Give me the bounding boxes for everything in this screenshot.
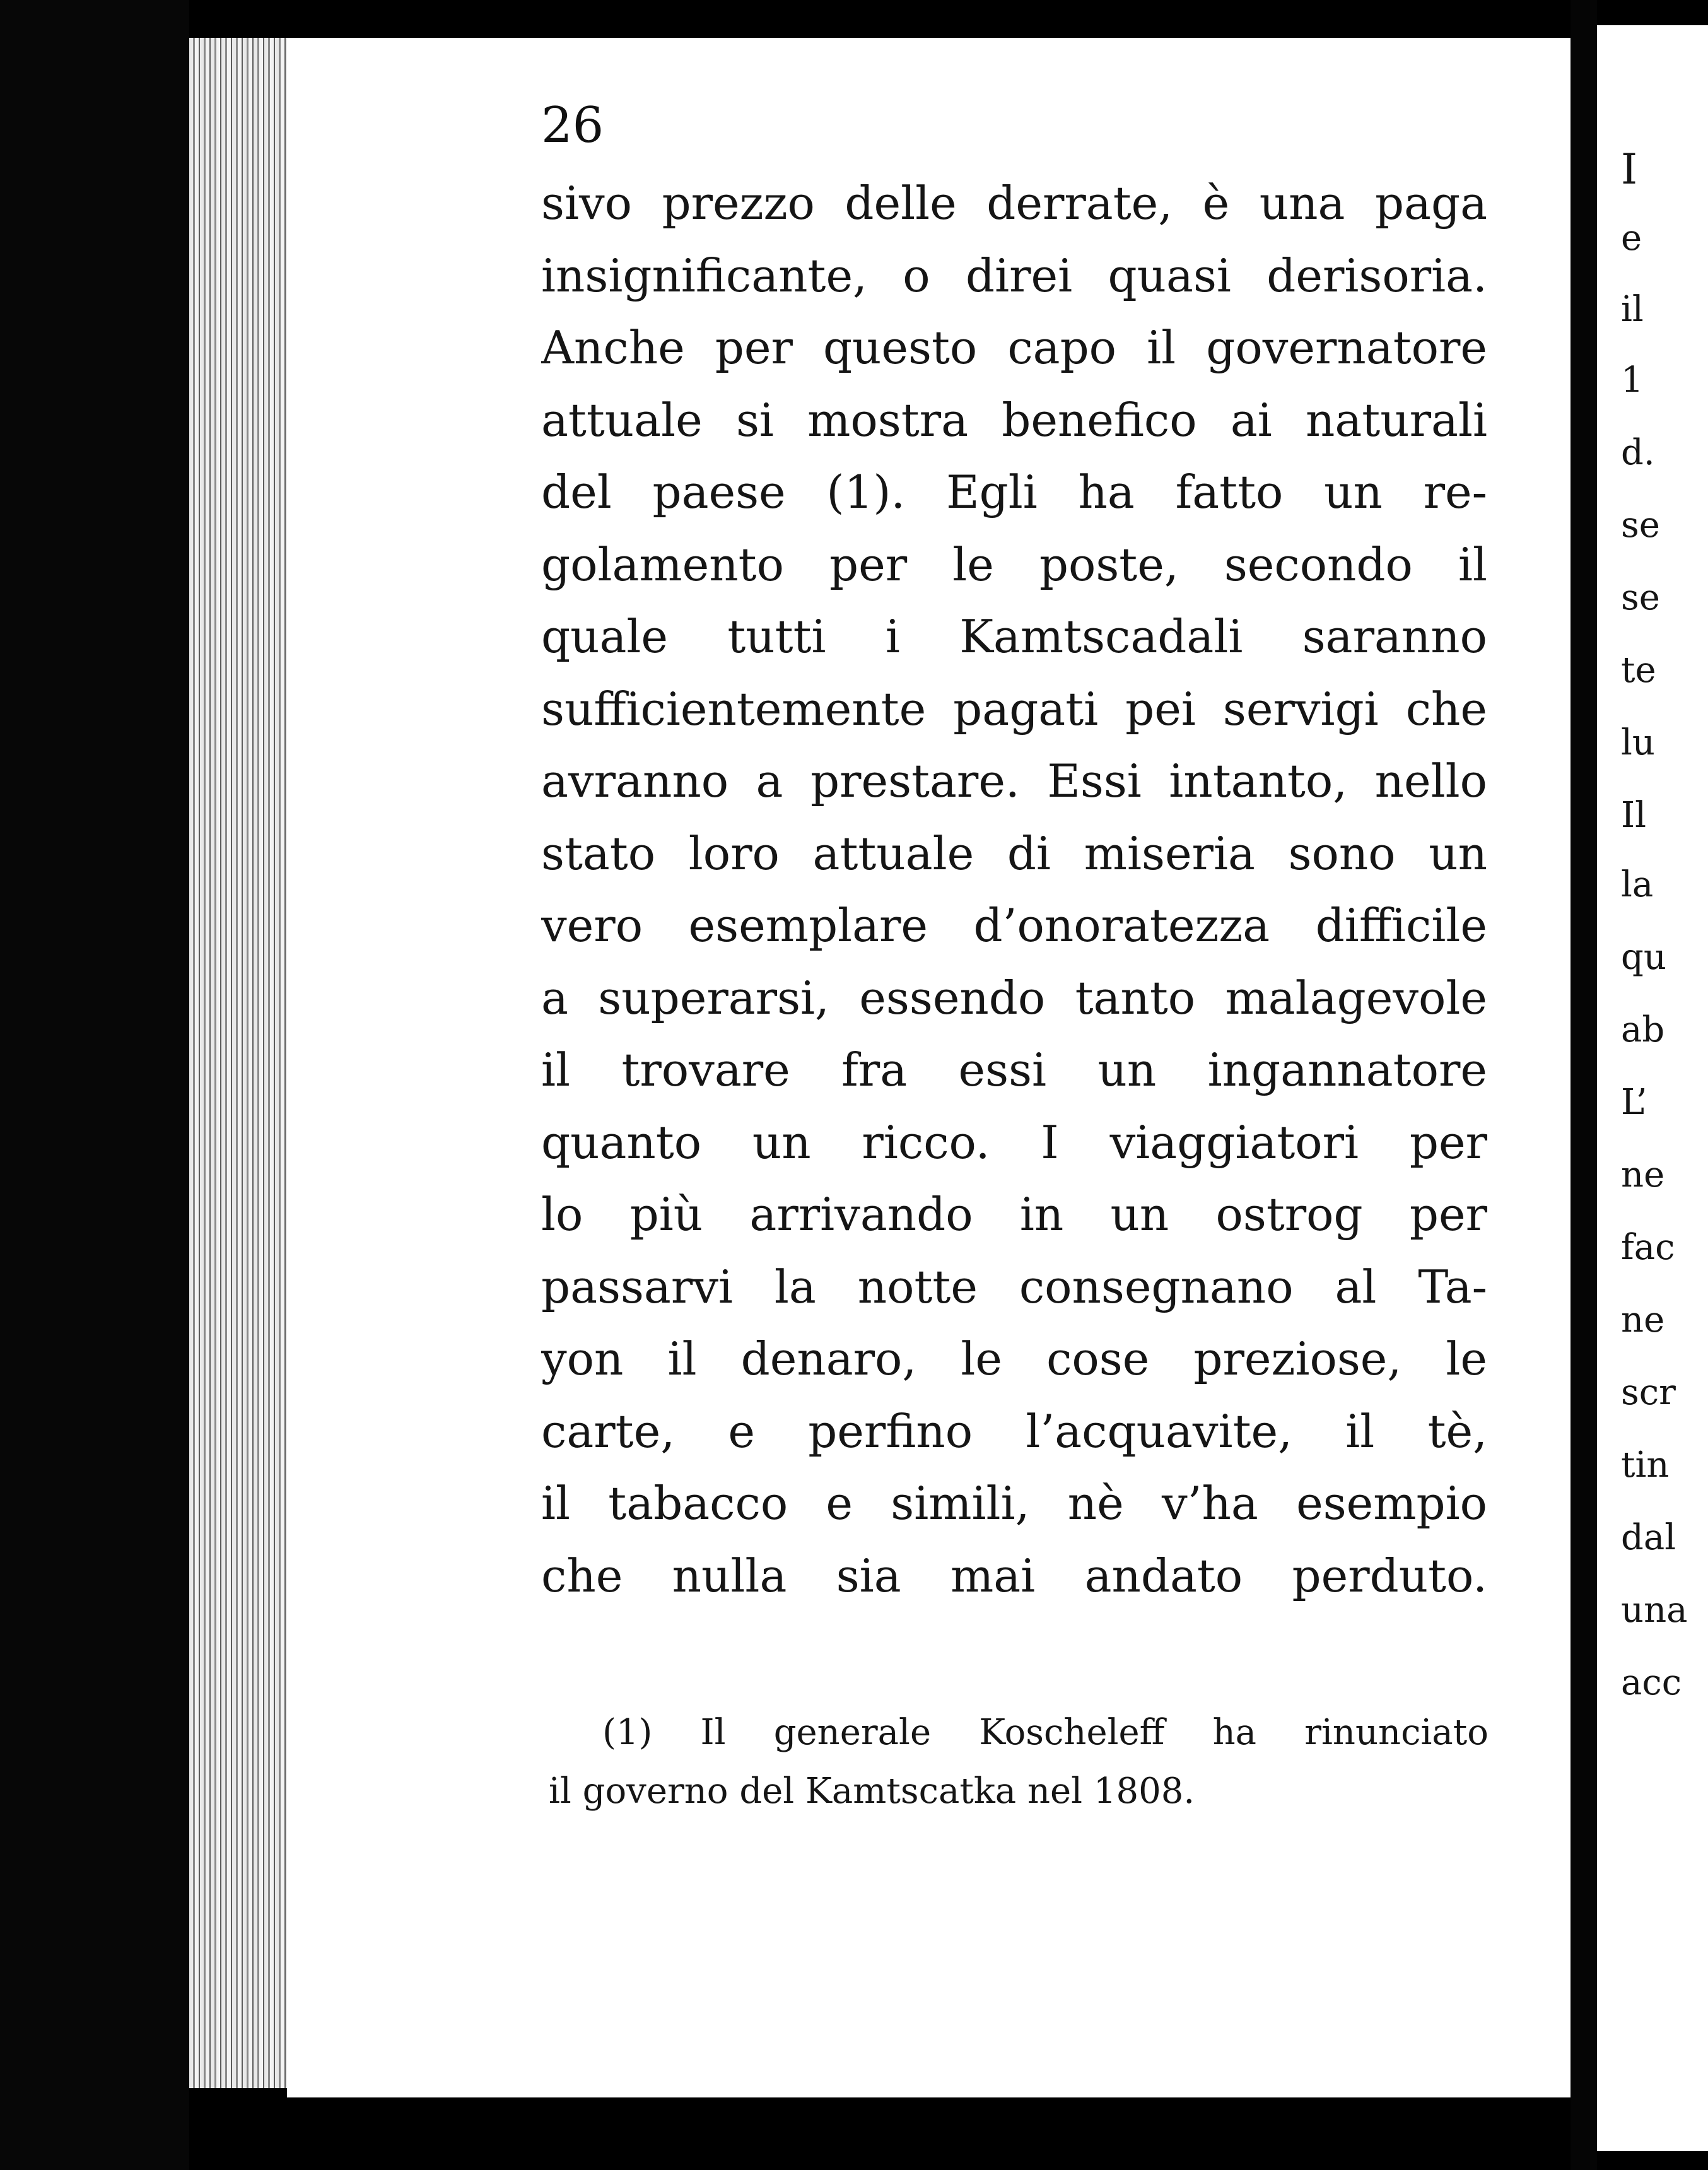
text-line: del paese (1). Egli ha fatto un re- [541, 466, 1487, 519]
facing-line-fragment: acc [1621, 1662, 1682, 1703]
facing-line-fragment: dal [1621, 1517, 1676, 1558]
text-line: stato loro attuale di miseria sono un [541, 826, 1487, 880]
facing-line-fragment: lu [1621, 722, 1655, 763]
facing-line-fragment: una [1621, 1590, 1688, 1631]
text-line: il trovare fra essi un ingannatore [541, 1043, 1487, 1096]
facing-line-fragment: scr [1621, 1372, 1676, 1413]
facing-line-fragment: qu [1621, 937, 1666, 978]
text-line: quanto un ricco. I viaggiatori per [541, 1115, 1487, 1169]
facing-line-fragment: 1 [1621, 360, 1644, 401]
page-body-text [541, 167, 1487, 1612]
text-line: il tabacco e simili, nè v’ha esempio [541, 1477, 1487, 1530]
facing-page [1597, 25, 1708, 2151]
facing-line-fragment: d. [1621, 432, 1655, 473]
footnote-line: (1) Il generale Koscheleff ha rinunciato [602, 1712, 1489, 1753]
text-line: lo più arrivando in un ostrog per [541, 1188, 1487, 1241]
text-line: avranno a prestare. Essi intanto, nello [541, 754, 1487, 807]
text-line: yon il denaro, le cose preziose, le [541, 1332, 1487, 1385]
text-line: golamento per le poste, secondo il [541, 537, 1487, 591]
footnote [549, 1703, 1489, 1821]
book-page-edges [189, 38, 290, 2088]
book-gutter [1571, 0, 1597, 2170]
text-line: quale tutti i Kamtscadali saranno [541, 610, 1487, 663]
facing-line-fragment: e [1621, 218, 1642, 259]
facing-line-fragment: ne [1621, 1299, 1665, 1340]
text-line: sivo prezzo delle derrate, è una paga [541, 177, 1487, 230]
facing-line-fragment: fac [1621, 1227, 1675, 1268]
facing-line-fragment: ab [1621, 1009, 1665, 1050]
text-line: vero esemplare d’onoratezza difficile [541, 899, 1487, 952]
facing-line-fragment: se [1621, 577, 1660, 618]
text-line: carte, e perfino l’acquavite, il tè, [541, 1404, 1487, 1458]
facing-line-fragment: te [1621, 650, 1656, 691]
text-line: insignificante, o direi quasi derisoria. [541, 249, 1487, 302]
text-line: Anche per questo capo il governatore [541, 321, 1487, 374]
scan-background-left [0, 0, 189, 2170]
facing-line-fragment: la [1621, 864, 1654, 905]
page-number: 26 [541, 97, 604, 154]
text-line: sufficientemente pagati pei servigi che [541, 682, 1487, 736]
facing-line-fragment: il [1621, 289, 1644, 330]
text-line: passarvi la notte consegnano al Ta- [541, 1260, 1487, 1313]
facing-line-fragment: I [1621, 145, 1638, 194]
facing-line-fragment: tin [1621, 1445, 1670, 1486]
text-line: attuale si mostra benefico ai naturali [541, 393, 1487, 447]
text-line: a superarsi, essendo tanto malagevole [541, 971, 1487, 1024]
text-line: che nulla sia mai andato perduto. [541, 1549, 1487, 1602]
facing-line-fragment: se [1621, 505, 1660, 546]
facing-line-fragment: ne [1621, 1154, 1665, 1195]
facing-line-fragment: L’ [1621, 1082, 1647, 1123]
footnote-line: il governo del Kamtscatka nel 1808. [549, 1771, 1195, 1812]
facing-line-fragment: Il [1621, 795, 1647, 836]
